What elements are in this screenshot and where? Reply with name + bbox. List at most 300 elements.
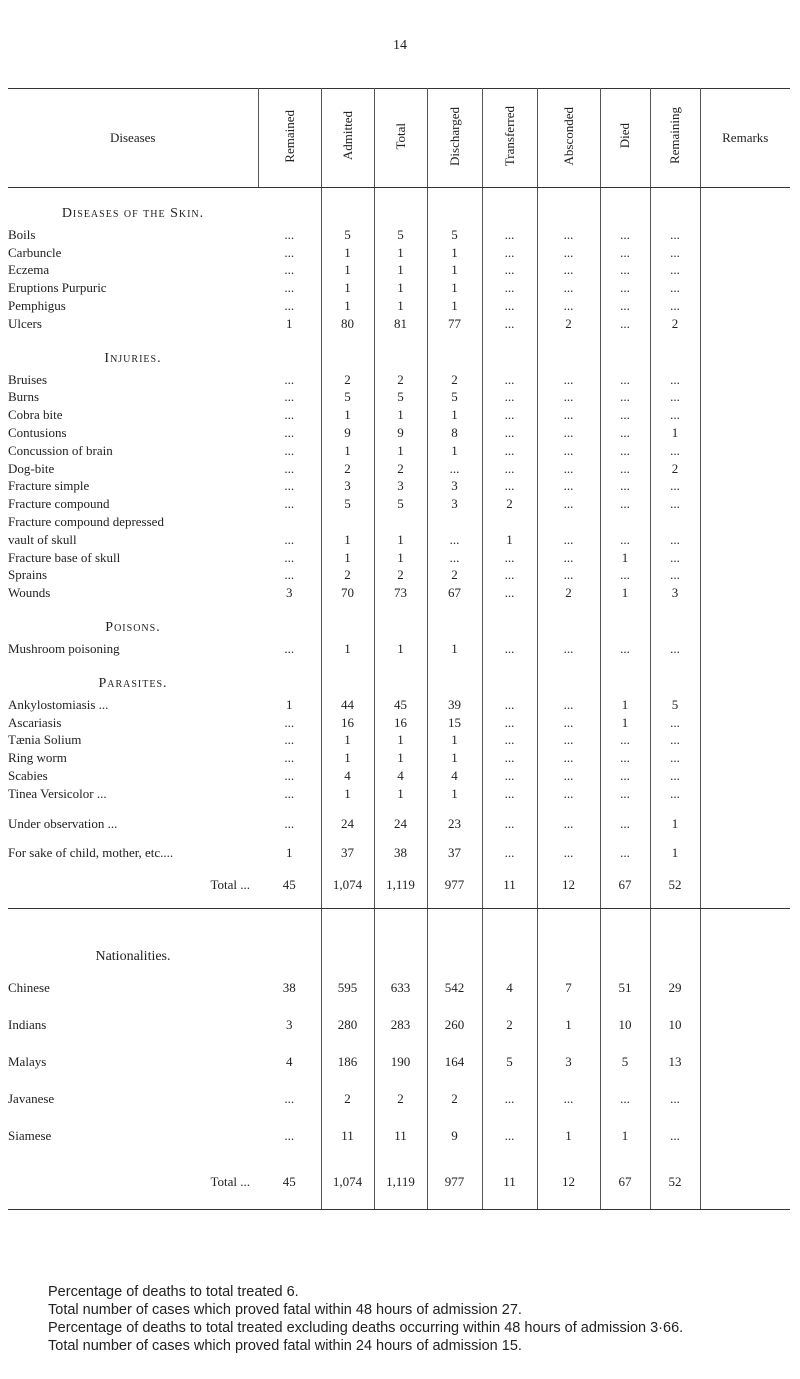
cell-remaining: ... <box>650 1080 700 1117</box>
cell-remaining <box>650 513 700 531</box>
row-label <box>8 1117 258 1154</box>
row-label <box>8 389 258 407</box>
cell-admitted: 186 <box>321 1043 374 1080</box>
cell-total: 1 <box>374 640 427 658</box>
cell-discharged: 1 <box>427 244 482 262</box>
cell-remaining: ... <box>650 279 700 297</box>
footnote: Total number of cases which proved fatal within 48 hours of admission 27. <box>48 1302 522 1318</box>
cell-remained: 1 <box>258 696 321 714</box>
cell-absconded: 1 <box>537 1117 600 1154</box>
cell-remaining: ... <box>650 1117 700 1154</box>
section-title <box>8 803 258 815</box>
table-row <box>8 584 790 602</box>
table-row <box>8 495 790 513</box>
cell-remarks <box>700 815 790 833</box>
cell-admitted: 1 <box>321 279 374 297</box>
cell-discharged: ... <box>427 460 482 478</box>
row-label <box>8 315 258 333</box>
cell-died: ... <box>600 640 650 658</box>
empty-cell <box>427 803 482 815</box>
cell-remaining: ... <box>650 640 700 658</box>
cell-remarks <box>700 767 790 785</box>
cell-remarks <box>700 226 790 244</box>
cell-absconded: ... <box>537 262 600 280</box>
spacer-row <box>8 803 790 815</box>
row-label <box>8 549 258 567</box>
row-label <box>8 1154 258 1210</box>
table-row <box>8 389 790 407</box>
cell-remarks <box>700 442 790 460</box>
cell-absconded: ... <box>537 1080 600 1117</box>
cell-absconded: ... <box>537 732 600 750</box>
cell-remained: ... <box>258 785 321 803</box>
table-row <box>8 478 790 496</box>
cell-admitted: 9 <box>321 424 374 442</box>
cell-remarks <box>700 602 790 640</box>
cell-discharged: 2 <box>427 371 482 389</box>
cell-remained: ... <box>258 567 321 585</box>
empty-cell <box>427 833 482 845</box>
disease-name: Javanese <box>8 1090 55 1106</box>
cell-remarks <box>700 371 790 389</box>
cell-remained: ... <box>258 279 321 297</box>
empty-cell <box>321 602 374 640</box>
cell-died: ... <box>600 279 650 297</box>
cell-absconded: ... <box>537 424 600 442</box>
cell-died: 1 <box>600 584 650 602</box>
disease-name: Contusions <box>8 425 67 441</box>
cell-transferred: ... <box>482 732 537 750</box>
cell-remained: ... <box>258 297 321 315</box>
cell-remarks <box>700 640 790 658</box>
cell-transferred: ... <box>482 315 537 333</box>
cell-remaining: 1 <box>650 424 700 442</box>
cell-remarks <box>700 262 790 280</box>
cell-remained: ... <box>258 767 321 785</box>
cell-admitted: 1 <box>321 442 374 460</box>
cell-remaining: ... <box>650 244 700 262</box>
cell-remained: 1 <box>258 315 321 333</box>
row-label <box>8 749 258 767</box>
cell-absconded: ... <box>537 226 600 244</box>
empty-cell <box>650 803 700 815</box>
empty-cell <box>482 909 537 970</box>
cell-discharged: 3 <box>427 478 482 496</box>
disease-name: Fracture compound depressed <box>8 514 164 530</box>
cell-remarks <box>700 531 790 549</box>
cell-died: ... <box>600 297 650 315</box>
disease-name: vault of skull <box>8 531 77 547</box>
cell-transferred: ... <box>482 279 537 297</box>
empty-cell <box>374 909 427 970</box>
cell-total: 5 <box>374 389 427 407</box>
cell-total: 2 <box>374 567 427 585</box>
row-label <box>8 1006 258 1043</box>
cell-admitted: 2 <box>321 1080 374 1117</box>
empty-cell <box>427 188 482 227</box>
cell-total: 1 <box>374 732 427 750</box>
disease-name: Sprains <box>8 567 47 583</box>
disease-name: Chinese <box>8 979 50 995</box>
disease-name: Ankylostomiasis ... <box>8 696 109 712</box>
cell-total: 1 <box>374 549 427 567</box>
row-label <box>8 714 258 732</box>
disease-name: Concussion of brain <box>8 442 113 458</box>
section-header <box>8 658 790 696</box>
row-label <box>8 262 258 280</box>
empty-cell <box>600 658 650 696</box>
cell-admitted: 280 <box>321 1006 374 1043</box>
row-label <box>8 297 258 315</box>
cell-admitted: 1 <box>321 640 374 658</box>
cell-transferred: ... <box>482 549 537 567</box>
cell-absconded: ... <box>537 845 600 863</box>
cell-remaining: 1 <box>650 845 700 863</box>
row-label <box>8 584 258 602</box>
cell-died: 1 <box>600 714 650 732</box>
empty-cell <box>374 188 427 227</box>
cell-transferred: ... <box>482 226 537 244</box>
cell-discharged: 9 <box>427 1117 482 1154</box>
table-row <box>8 442 790 460</box>
row-label <box>8 845 258 863</box>
cell-transferred: 2 <box>482 495 537 513</box>
cell-total: 1 <box>374 406 427 424</box>
cell-remarks <box>700 478 790 496</box>
cell-discharged: 977 <box>427 1154 482 1210</box>
cell-total: 283 <box>374 1006 427 1043</box>
cell-died: ... <box>600 749 650 767</box>
cell-remained: ... <box>258 478 321 496</box>
section-title <box>8 833 258 845</box>
cell-died: ... <box>600 845 650 863</box>
cell-remained: 45 <box>258 1154 321 1210</box>
table-row <box>8 424 790 442</box>
cell-remained: ... <box>258 531 321 549</box>
cell-absconded: ... <box>537 714 600 732</box>
cell-discharged: 542 <box>427 969 482 1006</box>
section-header <box>8 333 790 371</box>
cell-total <box>374 513 427 531</box>
section-title: Diseases of the Skin. <box>61 206 205 221</box>
cell-died: ... <box>600 371 650 389</box>
table-row <box>8 371 790 389</box>
cell-discharged: 77 <box>427 315 482 333</box>
cell-remained: ... <box>258 1080 321 1117</box>
empty-cell <box>537 602 600 640</box>
row-label <box>8 424 258 442</box>
cell-remarks <box>700 188 790 227</box>
cell-remarks <box>700 333 790 371</box>
cell-transferred: ... <box>482 262 537 280</box>
table-row <box>8 279 790 297</box>
disease-name: Total ... <box>210 1173 250 1189</box>
cell-discharged: 260 <box>427 1006 482 1043</box>
row-label <box>8 244 258 262</box>
disease-name: Pemphigus <box>8 298 66 314</box>
cell-discharged: 4 <box>427 767 482 785</box>
cell-absconded: ... <box>537 244 600 262</box>
cell-total: 1 <box>374 749 427 767</box>
empty-cell <box>650 333 700 371</box>
cell-remaining: ... <box>650 371 700 389</box>
cell-total: 1,119 <box>374 1154 427 1210</box>
cell-discharged: 2 <box>427 1080 482 1117</box>
nationalities-header <box>8 909 790 970</box>
cell-transferred: ... <box>482 371 537 389</box>
disease-name: Eruptions Purpuric <box>8 280 107 296</box>
cell-total: 45 <box>374 696 427 714</box>
cell-remaining: ... <box>650 531 700 549</box>
row-label <box>8 862 258 909</box>
cell-transferred: ... <box>482 815 537 833</box>
cell-remaining: ... <box>650 297 700 315</box>
header-remained: Remained <box>258 89 321 188</box>
empty-cell <box>650 658 700 696</box>
cell-remarks <box>700 584 790 602</box>
cell-remained: ... <box>258 371 321 389</box>
table-row <box>8 567 790 585</box>
cell-remarks <box>700 833 790 845</box>
cell-discharged: 3 <box>427 495 482 513</box>
empty-cell <box>427 658 482 696</box>
cell-died: ... <box>600 389 650 407</box>
cell-admitted: 44 <box>321 696 374 714</box>
header-transferred: Transferred <box>482 89 537 188</box>
empty-cell <box>537 188 600 227</box>
cell-transferred: ... <box>482 389 537 407</box>
table-row <box>8 513 790 531</box>
nationality-row <box>8 969 790 1006</box>
cell-transferred: ... <box>482 749 537 767</box>
cell-transferred: 4 <box>482 969 537 1006</box>
cell-admitted: 2 <box>321 567 374 585</box>
cell-total: 3 <box>374 478 427 496</box>
cell-total: 81 <box>374 315 427 333</box>
header-admitted: Admitted <box>321 89 374 188</box>
cell-remarks <box>700 785 790 803</box>
cell-remained: ... <box>258 495 321 513</box>
empty-cell <box>650 909 700 970</box>
cell-remarks <box>700 389 790 407</box>
cell-remarks <box>700 315 790 333</box>
cell-remarks <box>700 696 790 714</box>
cell-remaining: ... <box>650 785 700 803</box>
disease-name: Indians <box>8 1016 47 1032</box>
cell-absconded: ... <box>537 549 600 567</box>
cell-remarks <box>700 513 790 531</box>
table-row <box>8 226 790 244</box>
cell-remaining: ... <box>650 226 700 244</box>
empty-cell <box>537 909 600 970</box>
header-remaining: Remaining <box>650 89 700 188</box>
row-label <box>8 785 258 803</box>
cell-remained: ... <box>258 1117 321 1154</box>
empty-cell <box>258 833 321 845</box>
cell-remarks <box>700 279 790 297</box>
cell-total: 1 <box>374 785 427 803</box>
disease-name: Scabies <box>8 768 48 784</box>
cell-transferred: ... <box>482 767 537 785</box>
cell-died: 51 <box>600 969 650 1006</box>
cell-died: ... <box>600 732 650 750</box>
cell-remaining: 1 <box>650 815 700 833</box>
cell-admitted: 1,074 <box>321 862 374 909</box>
cell-died: ... <box>600 767 650 785</box>
cell-total: 2 <box>374 371 427 389</box>
empty-cell <box>600 803 650 815</box>
cell-remained: ... <box>258 640 321 658</box>
empty-cell <box>537 833 600 845</box>
table-row <box>8 549 790 567</box>
empty-cell <box>427 333 482 371</box>
empty-cell <box>482 333 537 371</box>
cell-remaining: 10 <box>650 1006 700 1043</box>
cell-remarks <box>700 845 790 863</box>
cell-admitted: 595 <box>321 969 374 1006</box>
cell-total: 24 <box>374 815 427 833</box>
cell-admitted: 2 <box>321 460 374 478</box>
cell-total: 633 <box>374 969 427 1006</box>
cell-discharged: 164 <box>427 1043 482 1080</box>
cell-remained: 4 <box>258 1043 321 1080</box>
cell-transferred: ... <box>482 244 537 262</box>
cell-absconded: ... <box>537 442 600 460</box>
cell-remaining: ... <box>650 389 700 407</box>
cell-admitted: 1 <box>321 749 374 767</box>
cell-total: 190 <box>374 1043 427 1080</box>
cell-admitted: 2 <box>321 371 374 389</box>
cell-remaining: 2 <box>650 315 700 333</box>
empty-cell <box>374 658 427 696</box>
cell-transferred: ... <box>482 584 537 602</box>
disease-name: Fracture base of skull <box>8 549 121 565</box>
cell-transferred: ... <box>482 1080 537 1117</box>
disease-name: Burns <box>8 389 40 405</box>
cell-remarks <box>700 749 790 767</box>
cell-absconded: ... <box>537 389 600 407</box>
cell-remained: ... <box>258 714 321 732</box>
table-row <box>8 244 790 262</box>
cell-discharged: 23 <box>427 815 482 833</box>
cell-discharged: 1 <box>427 785 482 803</box>
row-label <box>8 767 258 785</box>
cell-transferred: ... <box>482 460 537 478</box>
cell-remarks <box>700 424 790 442</box>
cell-admitted: 37 <box>321 845 374 863</box>
row-label <box>8 1043 258 1080</box>
cell-admitted: 5 <box>321 495 374 513</box>
disease-name: Ring worm <box>8 750 67 766</box>
cell-remaining: 3 <box>650 584 700 602</box>
cell-remarks <box>700 549 790 567</box>
cell-admitted: 1 <box>321 244 374 262</box>
cell-discharged: 1 <box>427 732 482 750</box>
cell-discharged <box>427 513 482 531</box>
header-diseases: Diseases <box>8 89 258 188</box>
cell-admitted: 5 <box>321 389 374 407</box>
cell-total: 1 <box>374 244 427 262</box>
footnote: Total number of cases which proved fatal within 24 hours of admission 15. <box>48 1338 522 1354</box>
for-sake-row <box>8 845 790 863</box>
cell-remarks <box>700 1154 790 1210</box>
page-number: 14 <box>393 38 407 53</box>
row-label <box>8 567 258 585</box>
table-row <box>8 749 790 767</box>
disease-name: Siamese <box>8 1127 52 1143</box>
cell-transferred: 2 <box>482 1006 537 1043</box>
cell-transferred: ... <box>482 785 537 803</box>
empty-cell <box>482 803 537 815</box>
cell-transferred: ... <box>482 1117 537 1154</box>
empty-cell <box>374 833 427 845</box>
cell-absconded: 2 <box>537 584 600 602</box>
cell-discharged: 39 <box>427 696 482 714</box>
cell-transferred: ... <box>482 845 537 863</box>
cell-total: 38 <box>374 845 427 863</box>
cell-remaining: 52 <box>650 1154 700 1210</box>
cell-absconded: 7 <box>537 969 600 1006</box>
nationality-row <box>8 1006 790 1043</box>
row-label <box>8 406 258 424</box>
cell-absconded: 1 <box>537 1006 600 1043</box>
cell-discharged: 1 <box>427 640 482 658</box>
cell-admitted: 1,074 <box>321 1154 374 1210</box>
cell-remarks <box>700 460 790 478</box>
cell-died: ... <box>600 567 650 585</box>
cell-died: ... <box>600 262 650 280</box>
cell-remaining: ... <box>650 406 700 424</box>
cell-remained: ... <box>258 262 321 280</box>
cell-total: 1 <box>374 279 427 297</box>
total-row <box>8 862 790 909</box>
section-title: Injuries. <box>104 350 162 366</box>
empty-cell <box>537 333 600 371</box>
footnote: Percentage of deaths to total treated 6. <box>48 1284 299 1300</box>
cell-transferred: 11 <box>482 1154 537 1210</box>
disease-name: Total ... <box>210 877 250 893</box>
cell-died: ... <box>600 424 650 442</box>
cell-discharged: 67 <box>427 584 482 602</box>
cell-total: 2 <box>374 460 427 478</box>
cell-remained: ... <box>258 226 321 244</box>
cell-admitted: 1 <box>321 297 374 315</box>
cell-total: 9 <box>374 424 427 442</box>
cell-transferred: ... <box>482 714 537 732</box>
cell-remained: ... <box>258 549 321 567</box>
row-label <box>8 969 258 1006</box>
table-row <box>8 315 790 333</box>
disease-name: Carbuncle <box>8 244 62 260</box>
empty-cell <box>650 602 700 640</box>
cell-died: ... <box>600 815 650 833</box>
empty-cell <box>258 333 321 371</box>
cell-died <box>600 513 650 531</box>
cell-remaining: 13 <box>650 1043 700 1080</box>
cell-remaining: ... <box>650 478 700 496</box>
cell-remaining: ... <box>650 549 700 567</box>
cell-remarks <box>700 1006 790 1043</box>
header-absconded: Absconded <box>537 89 600 188</box>
cell-transferred: 11 <box>482 862 537 909</box>
cell-absconded: ... <box>537 531 600 549</box>
cell-absconded: ... <box>537 495 600 513</box>
disease-name: Cobra bite <box>8 407 63 423</box>
cell-transferred <box>482 513 537 531</box>
cell-absconded: ... <box>537 297 600 315</box>
cell-died: 67 <box>600 862 650 909</box>
cell-absconded: ... <box>537 696 600 714</box>
